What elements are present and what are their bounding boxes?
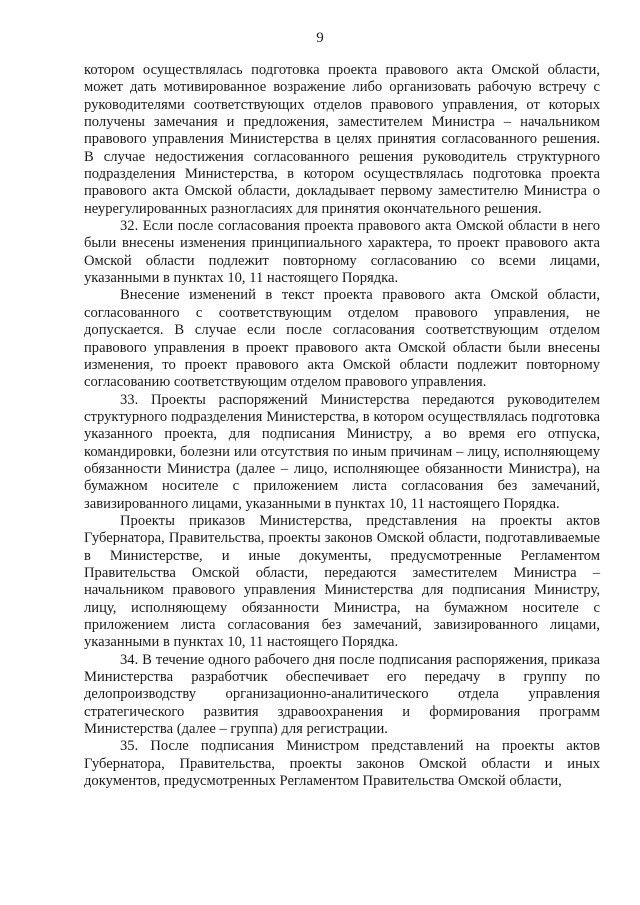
document-body	[84, 62, 600, 790]
paragraph-32-amendments: Внесение изменений в текст проекта правового акта Омской области, согласованного с соответствующим отделом правового управления, не допускается. В случае если после согласования соответствующим отделом правового управления в проект правового акта Омской области были внесены изменения, то проект правового акта Омской области подлежит повторному согласованию соответствующим отделом правового управления.	[84, 287, 600, 391]
paragraph-34: 34. В течение одного рабочего дня после подписания распоряжения, приказа Министерства разработчик обеспечивает его передачу в группу по делопроизводству организационно-аналитического отдела управления стратегического развития здравоохранения и формирования программ Министерства (далее – группа) для регистрации.	[84, 651, 600, 738]
paragraph-33-orders: Проекты приказов Министерства, представления на проекты актов Губернатора, Правительства, проекты законов Омской области, подготавливаемые в Министерстве, и иные документы, предусмотренные Регламентом Правительства Омской области, передаются заместителем Министра – начальником правового управления Министерства для подписания Министру, лицу, исполняющему обязанности Министра, на бумажном носителе с приложением листа согласования без замечаний, завизированного лицами, указанными в пунктах 10, 11 настоящего Порядка.	[84, 512, 600, 651]
paragraph-31-continuation: котором осуществлялась подготовка проекта правового акта Омской области, может дать мотивированное возражение либо организовать рабочую встречу с руководителями соответствующих отделов правового управления, от которых получены замечания и предложения, заместителем Министра – начальником правового управления Министерства в целях принятия согласованного решения. В случае недостижения согласованного решения руководитель структурного подразделения Министерства, в котором осуществлялась подготовка проекта правового акта Омской области, докладывает первому заместителю Министра о неурегулированных разногласиях для принятия окончательного решения.	[84, 62, 600, 217]
paragraph-35: 35. После подписания Министром представлений на проекты актов Губернатора, Правительства, проекты законов Омской области и иных документов, предусмотренных Регламентом Правительства Омской области,	[84, 738, 600, 790]
paragraph-33: 33. Проекты распоряжений Министерства передаются руководителем структурного подразделения Министерства, в котором осуществлялась подготовка указанного проекта, для подписания Министру, а во время его отпуска, командировки, болезни или отсутствия по иным причинам – лицу, исполняющему обязанности Министра (далее – лицо, исполняющее обязанности Министра), на бумажном носителе с приложением листа согласования без замечаний, завизированного лицами, указанными в пунктах 10, 11 настоящего Порядка.	[84, 391, 600, 512]
page-number: 9	[316, 30, 324, 46]
paragraph-32: 32. Если после согласования проекта правового акта Омской области в него были внесены изменения принципиального характера, то проект правового акта Омской области подлежит повторному согласованию со всеми лицами, указанными в пунктах 10, 11 настоящего Порядка.	[84, 218, 600, 287]
